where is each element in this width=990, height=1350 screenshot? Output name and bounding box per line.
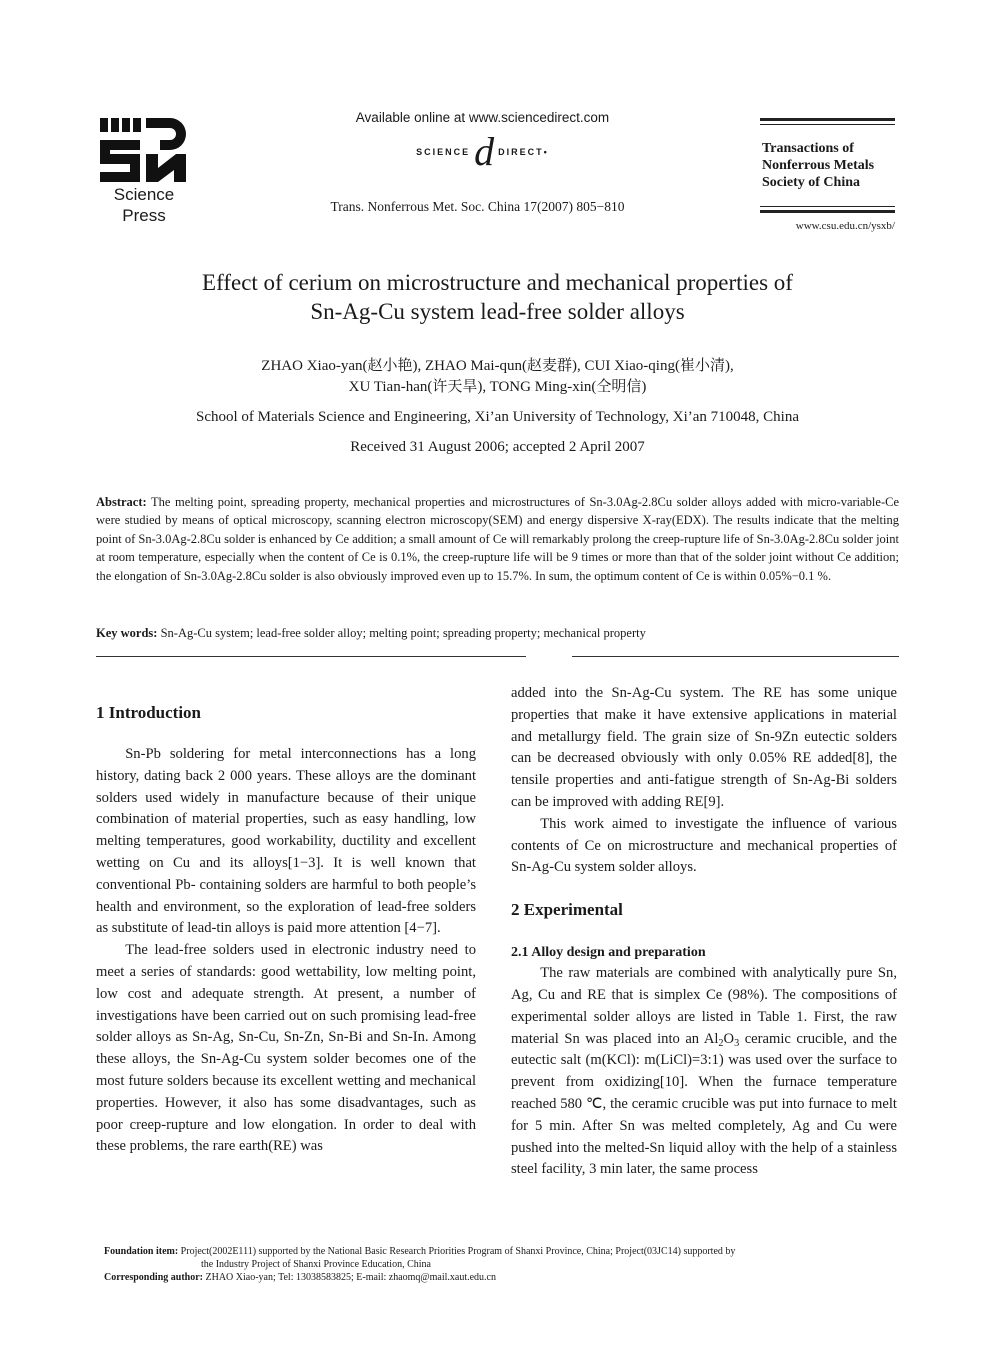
intro-paragraph-1: Sn-Pb soldering for metal interconnections has a long history, dating back 2 000 years. These alloys are the dominant solders used widely in manufacture because of their unique combination of material properties, such as easy handling, low melting temperatures, good workability, ductility and excellent wetting on Cu and its alloys[1−3]. It is well known that conventional Pb- containing solders are harmful to both people’s health and environment, so the exploration of lead-free solders as substitute of lead-tin alloys is paid more attention [4−7]. (96, 746, 476, 937)
foundation-item (104, 1245, 904, 1258)
corresponding-author (104, 1271, 904, 1284)
abstract-rule-left (96, 656, 526, 657)
abstract (96, 493, 899, 585)
article-title (90, 268, 905, 326)
corresponding-text: ZHAO Xiao-yan; Tel: 13038583825; E-mail: zhaomq@mail.xaut.edu.cn (205, 1272, 496, 1283)
alloy-prep-sub-3: 3 (734, 1037, 740, 1049)
section-1-heading: 1 Introduction (96, 703, 202, 722)
alloy-prep-sub-2: 2 (718, 1037, 724, 1049)
received-dates: Received 31 August 2006; accepted 2 April 2007 (350, 439, 645, 455)
sciencedirect-logo (330, 129, 635, 174)
journal-name (762, 140, 902, 191)
foundation-label: Foundation item: (104, 1246, 179, 1257)
publisher-name-text: Science Press (113, 185, 175, 225)
abstract-text: The melting point, spreading property, mechanical properties and microstructures of Sn-3.0Ag-2.8Cu solder alloys added with micro-variable-Ce were studied by means of optical microscopy, scanning electron microscopy(SEM) and energy dispersive X-ray(EDX). The results indicate that the melting point of Sn-3.0Ag-2.8Cu solder is enhanced by Ce addition; a small amount of Ce will remarkably prolong the creep-rupture life of Sn-3.0Ag-2.8Cu solder joint at room temperature, especially when the content of Ce is 0.1%, the creep-rupture life will be 9 times or more than that of the solder joint without Ce addition; the elongation of Sn-3.0Ag-2.8Cu solder is also obviously improved even up to 15.7%. In sum, the optimum content of Ce is within 0.05%−0.1 %. (96, 495, 899, 583)
article-title-line-2: Sn-Ag-Cu system lead-free solder alloys (310, 299, 685, 324)
keywords-label: Key words: (96, 626, 158, 640)
journal-name-line-1: Transactions of (762, 141, 854, 156)
journal-name-line-3: Society of China (762, 175, 860, 190)
available-online: Available online at www.sciencedirect.com (355, 110, 610, 125)
affiliation: School of Materials Science and Engineering, Xi’an University of Technology, Xi’an 710048, China (196, 409, 799, 425)
alloy-prep-o: O (723, 1030, 735, 1047)
right-column (511, 683, 897, 1181)
alloy-prep-al: Al (703, 1030, 719, 1047)
sciencedirect-right: DIRECT• (498, 147, 549, 157)
article-authors (90, 356, 905, 398)
sciencedirect-at-icon: d (474, 129, 495, 174)
journal-url[interactable]: www.csu.edu.cn/ysxb/ (795, 220, 895, 232)
publisher-name (100, 184, 188, 226)
foundation-text-continued: the Industry Project of Shanxi Province Education, China (201, 1259, 431, 1270)
alloy-prep-text-a: The raw materials are combined with analytically pure Sn, Ag, Cu and RE that is simplex Ce (98%). The compositions of experimental solder alloys are listed in Table 1. First, the raw material Sn was placed into an (511, 965, 897, 1047)
keywords (96, 624, 899, 642)
science-press-logo (100, 118, 188, 182)
intro-paragraph-2: The lead-free solders used in electronic industry need to meet a series of standards: good wettability, low melting point, low cost and adequate strength. At present, a number of investigations have been carried out on such promising lead-free solder alloys as Sn-Ag, Sn-Cu, Sn-Zn, Sn-Bi and Sn-In. Among these alloys, the Sn-Ag-Cu system solder becomes one of the most future solders because its excellent wetting and mechanical properties. However, it also has some disadvantages, such as poor creep-rupture and low elongation. In order to deal with these problems, the rare earth(RE) was (96, 942, 476, 1155)
journal-rule-top-thin (760, 124, 895, 125)
alloy-prep-text-b: ceramic crucible, and the eutectic salt (m(KCl): m(LiCl)=3:1) was used over the surface to prevent from oxidizing[10]. When the furnace temperature reached 580 ℃, the ceramic crucible was put into furnace to melt for 5 min. After Sn was melted completely, Ag and Cu were pushed into the melted-Sn liquid alloy with the help of a stainless steel facility, 3 min later, the same process (511, 1030, 897, 1178)
journal-citation: Trans. Nonferrous Met. Soc. China 17(2007) 805−810 (330, 199, 625, 214)
abstract-rule-right (572, 656, 899, 657)
section-2-1-heading: 2.1 Alloy design and preparation (511, 945, 706, 961)
science-press-logo-icon (100, 118, 188, 182)
keywords-text: Sn-Ag-Cu system; lead-free solder alloy; melting point; spreading property; mechanical property (160, 626, 646, 640)
right-paragraph-2: This work aimed to investigate the influence of various contents of Ce on microstructure and mechanical properties of Sn-Ag-Cu system solder alloys. (511, 815, 897, 876)
footnote (104, 1245, 904, 1284)
authors-line-1: ZHAO Xiao-yan(赵小艳), ZHAO Mai-qun(赵麦群), CUI Xiao-qing(崔小清), (261, 358, 734, 374)
foundation-text: Project(2002E111) supported by the National Basic Research Priorities Program of Shanxi Province, China; Project(03JC14) supported by (180, 1246, 736, 1257)
sciencedirect-left: SCIENCE (416, 147, 471, 157)
journal-name-line-2: Nonferrous Metals (762, 158, 875, 173)
left-column (96, 702, 476, 1158)
journal-rule-bottom (760, 210, 895, 213)
section-2-heading: 2 Experimental (511, 900, 623, 920)
right-paragraph-1: added into the Sn-Ag-Cu system. The RE has some unique properties that make it have extensive applications in material and metallurgy field. The grain size of Sn-9Zn eutectic solders can be decreased obviously with only 0.05% RE added[8], the tensile properties and anti-fatigue strength of Sn-Ag-Bi solders can be improved with adding RE[9]. (511, 685, 897, 810)
authors-line-2: XU Tian-han(许天旱), TONG Ming-xin(仝明信) (348, 379, 647, 395)
journal-rule-bottom-thin (760, 206, 895, 207)
abstract-label: Abstract: (96, 495, 147, 509)
corresponding-label: Corresponding author: (104, 1272, 203, 1283)
article-title-line-1: Effect of cerium on microstructure and mechanical properties of (202, 270, 793, 295)
alloy-prep-paragraph (511, 963, 897, 1181)
journal-rule-top (760, 118, 895, 121)
